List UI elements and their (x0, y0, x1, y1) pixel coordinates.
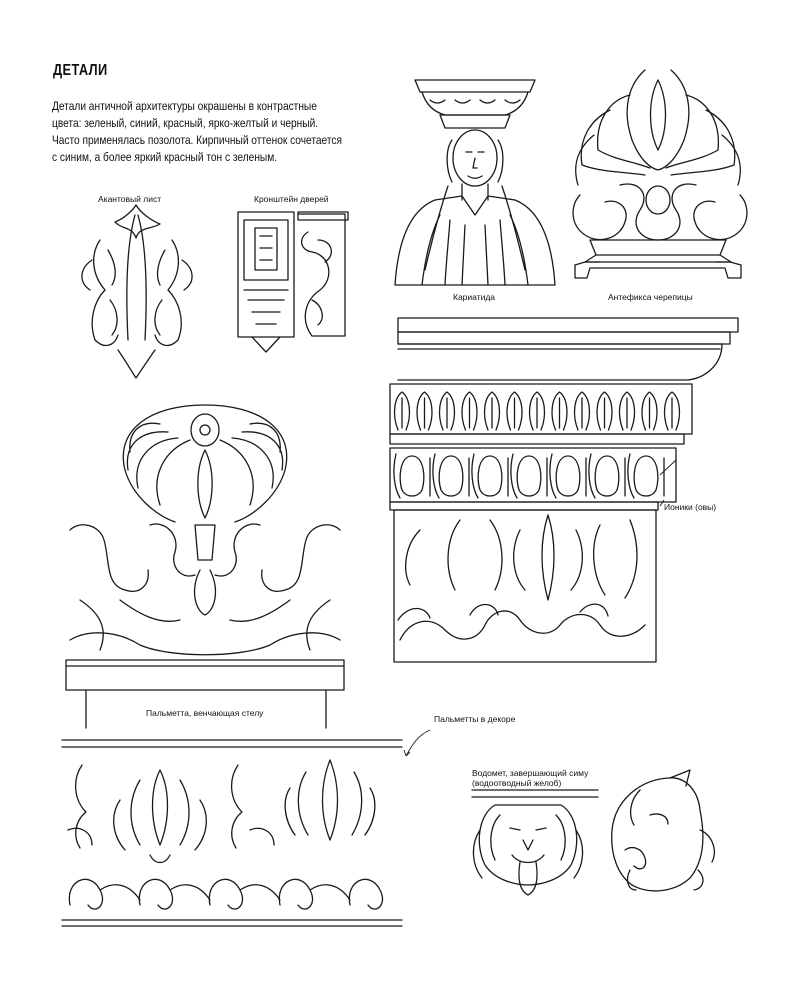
intro-line: Детали античной архитектуры окрашены в контрастные (52, 99, 317, 113)
ionic-egg (628, 454, 664, 498)
lotus-motif (395, 392, 410, 430)
palmette-stele-drawing (66, 405, 344, 728)
lotus-motif (507, 392, 522, 430)
lotus-motif (417, 392, 432, 430)
lotus-motif (642, 392, 657, 430)
ionic-egg (511, 454, 547, 498)
caption-antefix: Антефикса черепицы (608, 292, 693, 302)
lotus-motif (440, 392, 455, 430)
caryatid-drawing (395, 80, 555, 285)
acanthus-leaf-drawing (82, 205, 192, 378)
lion-spout-side-drawing (612, 770, 715, 891)
caption-spout-line2: (водоотводный желоб) (472, 778, 562, 788)
door-bracket-drawing (238, 212, 348, 352)
intro-line: с синим, а более яркий красный тон с зеленым. (52, 150, 278, 164)
caption-palmette-stele: Пальметта, венчающая стелу (146, 708, 264, 718)
lotus-motif (575, 392, 590, 430)
caption-spout-line1: Водомет, завершающий симу (472, 768, 589, 778)
lion-spout-front-drawing (472, 790, 598, 895)
ionic-egg (589, 454, 625, 498)
lotus-motif (597, 392, 612, 430)
lotus-motif (620, 392, 635, 430)
page-title: ДЕТАЛИ (53, 62, 108, 79)
ionic-egg (433, 454, 469, 498)
lotus-motif (665, 392, 680, 430)
cornice-ionic-drawing (390, 318, 738, 662)
caption-acanthus: Акантовый лист (98, 194, 162, 204)
intro-line: цвета: зеленый, синий, красный, ярко-желтый и черный. (52, 116, 319, 130)
ionic-egg (550, 454, 586, 498)
caption-bracket: Кронштейн дверей (254, 194, 329, 204)
ionic-egg (472, 454, 508, 498)
lotus-motif (462, 392, 477, 430)
palmettes-leader-line (404, 730, 430, 756)
lotus-motif (530, 392, 545, 430)
intro-line: Часто применялась позолота. Кирпичный оттенок сочетается (52, 133, 342, 147)
caption-ionic: Ионики (овы) (664, 502, 717, 512)
ionic-egg (394, 454, 430, 498)
lotus-motif (485, 392, 500, 430)
caption-caryatid: Кариатида (453, 292, 496, 302)
antefix-drawing (573, 70, 747, 278)
palmette-frieze-drawing (62, 740, 402, 926)
lotus-motif (552, 392, 567, 430)
caption-palmettes-decor: Пальметты в декоре (434, 714, 516, 724)
